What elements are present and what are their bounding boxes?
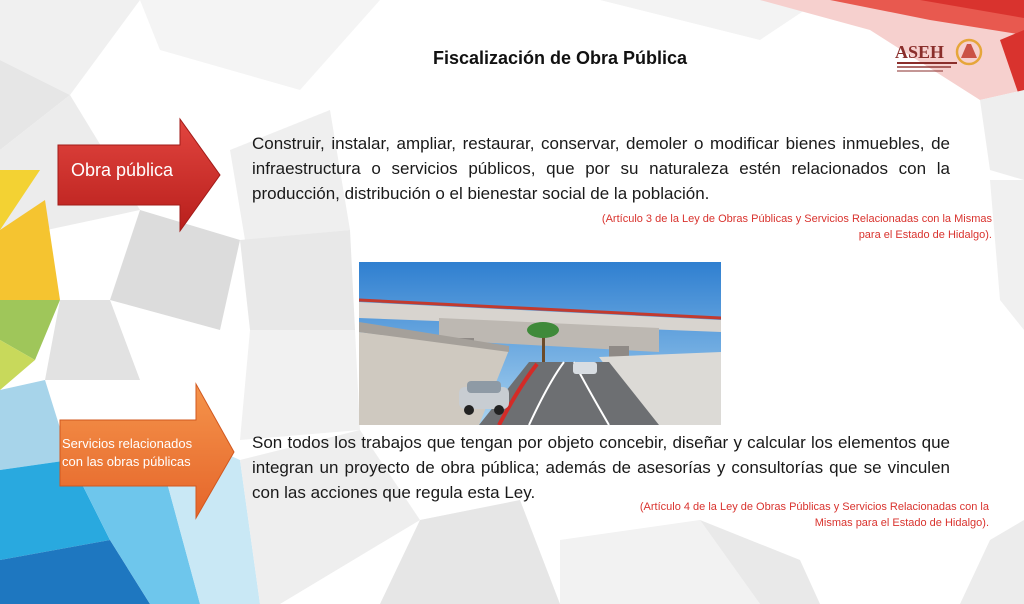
svg-text:ASEH: ASEH bbox=[895, 42, 945, 62]
obra-citation-line1: (Artículo 3 de la Ley de Obras Públicas y Servicios Relacionadas con la Mismas bbox=[601, 213, 992, 225]
obra-publica-label: Obra pública bbox=[70, 160, 174, 180]
obra-publica-definition: Construir, instalar, ampliar, restaurar, conservar, demoler o modificar bienes inmuebles, de infraestructura o servicios públicos, que por su naturaleza estén relacionados con la producción, distribución o el bienestar social de la población. bbox=[252, 134, 950, 203]
servicios-citation bbox=[549, 499, 989, 531]
overpass-road-image bbox=[359, 262, 721, 425]
slide-title: Fiscalización de Obra Pública bbox=[432, 48, 688, 68]
obra-citation-line2: para el Estado de Hidalgo). bbox=[858, 229, 992, 241]
obra-publica-citation bbox=[552, 211, 992, 243]
servicios-citation-line1: (Artículo 4 de la Ley de Obras Públicas y Servicios Relacionadas con la bbox=[639, 501, 989, 513]
servicios-label-line1: Servicios relacionados bbox=[62, 436, 193, 451]
servicios-citation-line2: Mismas para el Estado de Hidalgo). bbox=[814, 517, 989, 529]
servicios-definition: Son todos los trabajos que tengan por objeto concebir, diseñar y calcular los elementos que integran un proyecto de obra pública; además de asesorías y consultorías que se vinculen con las acciones que regula esta Ley. bbox=[252, 433, 950, 502]
aseh-logo bbox=[893, 38, 989, 80]
servicios-label-line2: con las obras públicas bbox=[62, 454, 191, 469]
servicios-relacionados-label bbox=[62, 435, 232, 471]
aseh-logo-mark bbox=[893, 38, 989, 80]
